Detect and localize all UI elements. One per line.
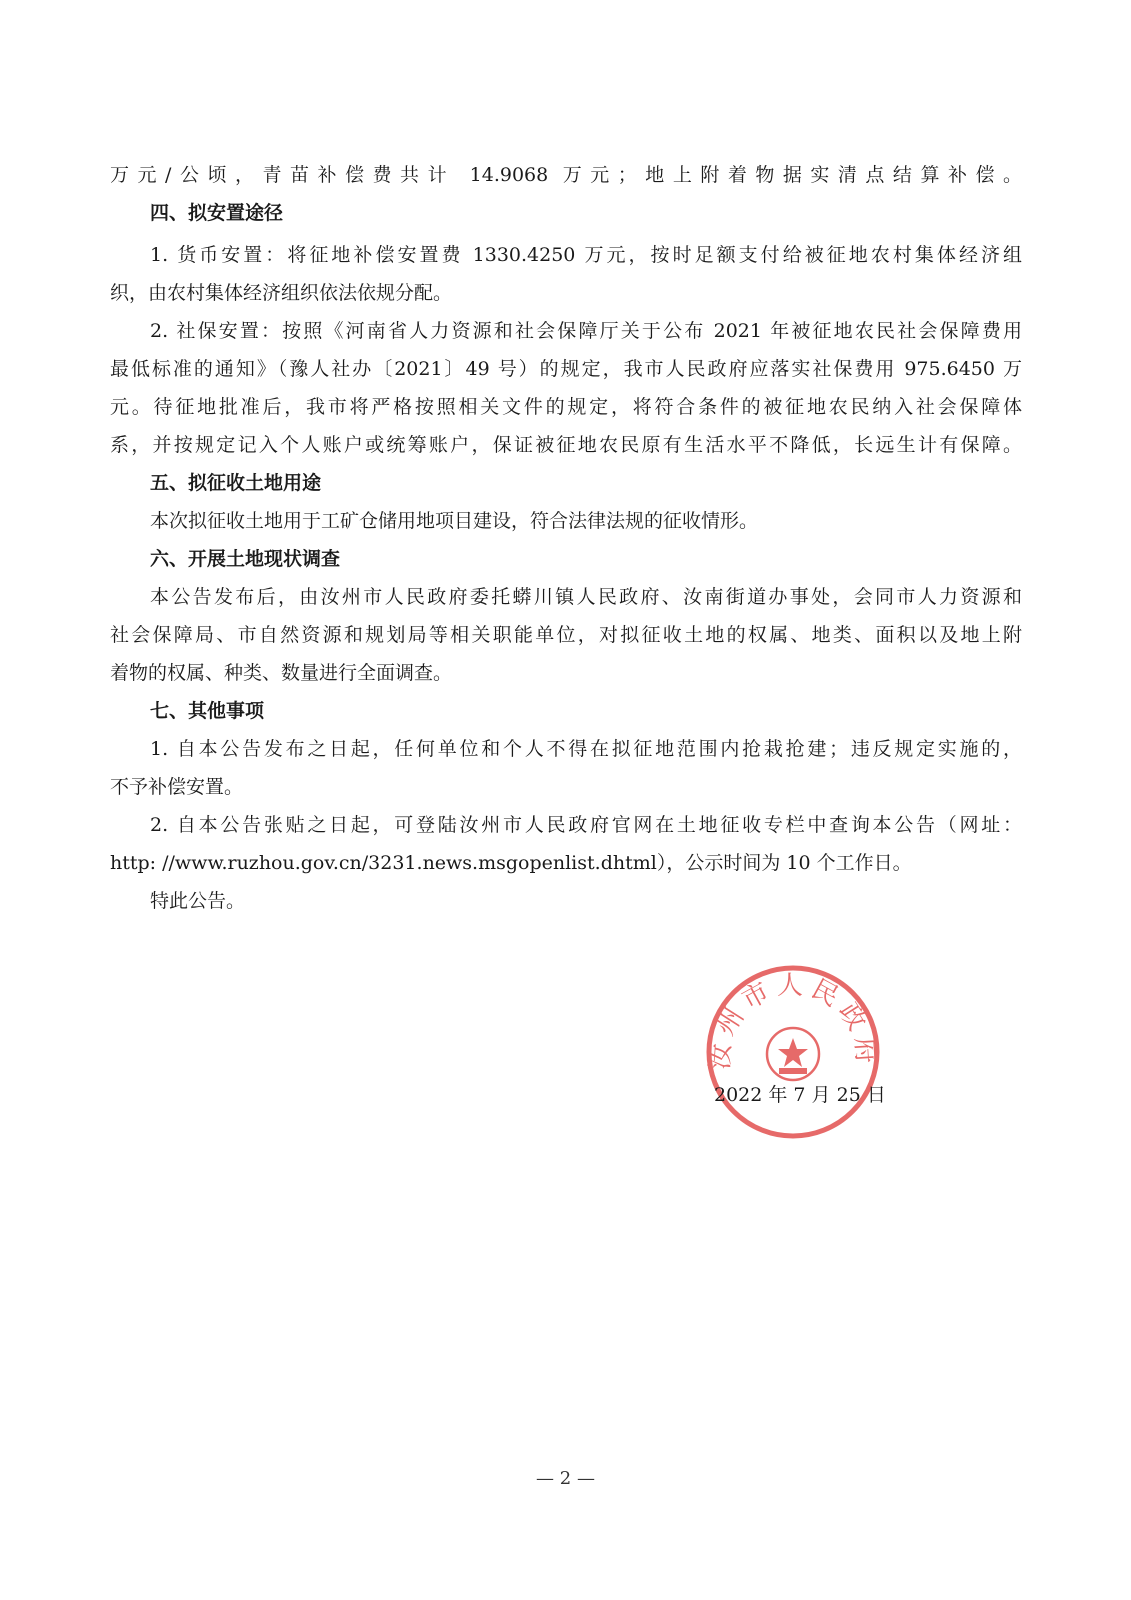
paragraph-line: 本次拟征收土地用于工矿仓储用地项目建设，符合法律法规的征收情形。: [150, 510, 759, 532]
paragraph-line: 社会保障局、市自然资源和规划局等相关职能单位，对拟征收土地的权属、地类、面积以及地上附: [110, 624, 1022, 646]
paragraph-line: 不予补偿安置。: [110, 776, 244, 798]
paragraph-line: 1. 货币安置：将征地补偿安置费 1330.4250 万元，按时足额支付给被征地农村集体经济组: [150, 244, 1022, 266]
paragraph-line: 本公告发布后，由汝州市人民政府委托蟒川镇人民政府、汝南街道办事处，会同市人力资源和: [150, 586, 1022, 608]
paragraph-line: 着物的权属、种类、数量进行全面调查。: [110, 662, 453, 684]
official-seal-stamp: [703, 962, 883, 1142]
issue-date: 2022 年 7 月 25 日: [714, 1084, 886, 1106]
paragraph-line: 系，并按规定记入个人账户或统筹账户，保证被征地农民原有生活水平不降低，长远生计有保障。: [110, 434, 1022, 456]
seal-text: 汝州市人民政府: [705, 971, 881, 1071]
section-heading-5: 五、拟征收土地用途: [150, 472, 322, 494]
paragraph-line: 最低标准的通知》（豫人社办〔2021〕49 号）的规定，我市人民政府应落实社保费用 975.6450 万: [110, 358, 1022, 380]
paragraph-line: 万元/公顷，青苗补偿费共计 14.9068 万元；地上附着物据实清点结算补偿。: [110, 164, 1022, 186]
paragraph-line: 元。待征地批准后，我市将严格按照相关文件的规定，将符合条件的被征地农民纳入社会保障体: [110, 396, 1022, 418]
paragraph-line: 2. 自本公告张贴之日起，可登陆汝州市人民政府官网在土地征收专栏中查询本公告（网址：: [150, 814, 1022, 836]
paragraph-line: http: //www.ruzhou.gov.cn/3231.news.msgopenlist.dhtml），公示时间为 10 个工作日。: [110, 852, 912, 874]
section-heading-4: 四、拟安置途径: [150, 202, 284, 224]
paragraph-line: 织，由农村集体经济组织依法依规分配。: [110, 282, 453, 304]
paragraph-line: 2. 社保安置：按照《河南省人力资源和社会保障厅关于公布 2021 年被征地农民社会保障费用: [150, 320, 1022, 342]
closing-line: 特此公告。: [150, 890, 246, 912]
section-heading-6: 六、开展土地现状调查: [150, 548, 341, 570]
page-number: — 2 —: [536, 1468, 595, 1489]
paragraph-line: 1. 自本公告发布之日起，任何单位和个人不得在拟征地范围内抢栽抢建；违反规定实施的，: [150, 738, 1022, 760]
section-heading-7: 七、其他事项: [150, 700, 265, 722]
national-emblem-icon: [767, 1028, 819, 1080]
